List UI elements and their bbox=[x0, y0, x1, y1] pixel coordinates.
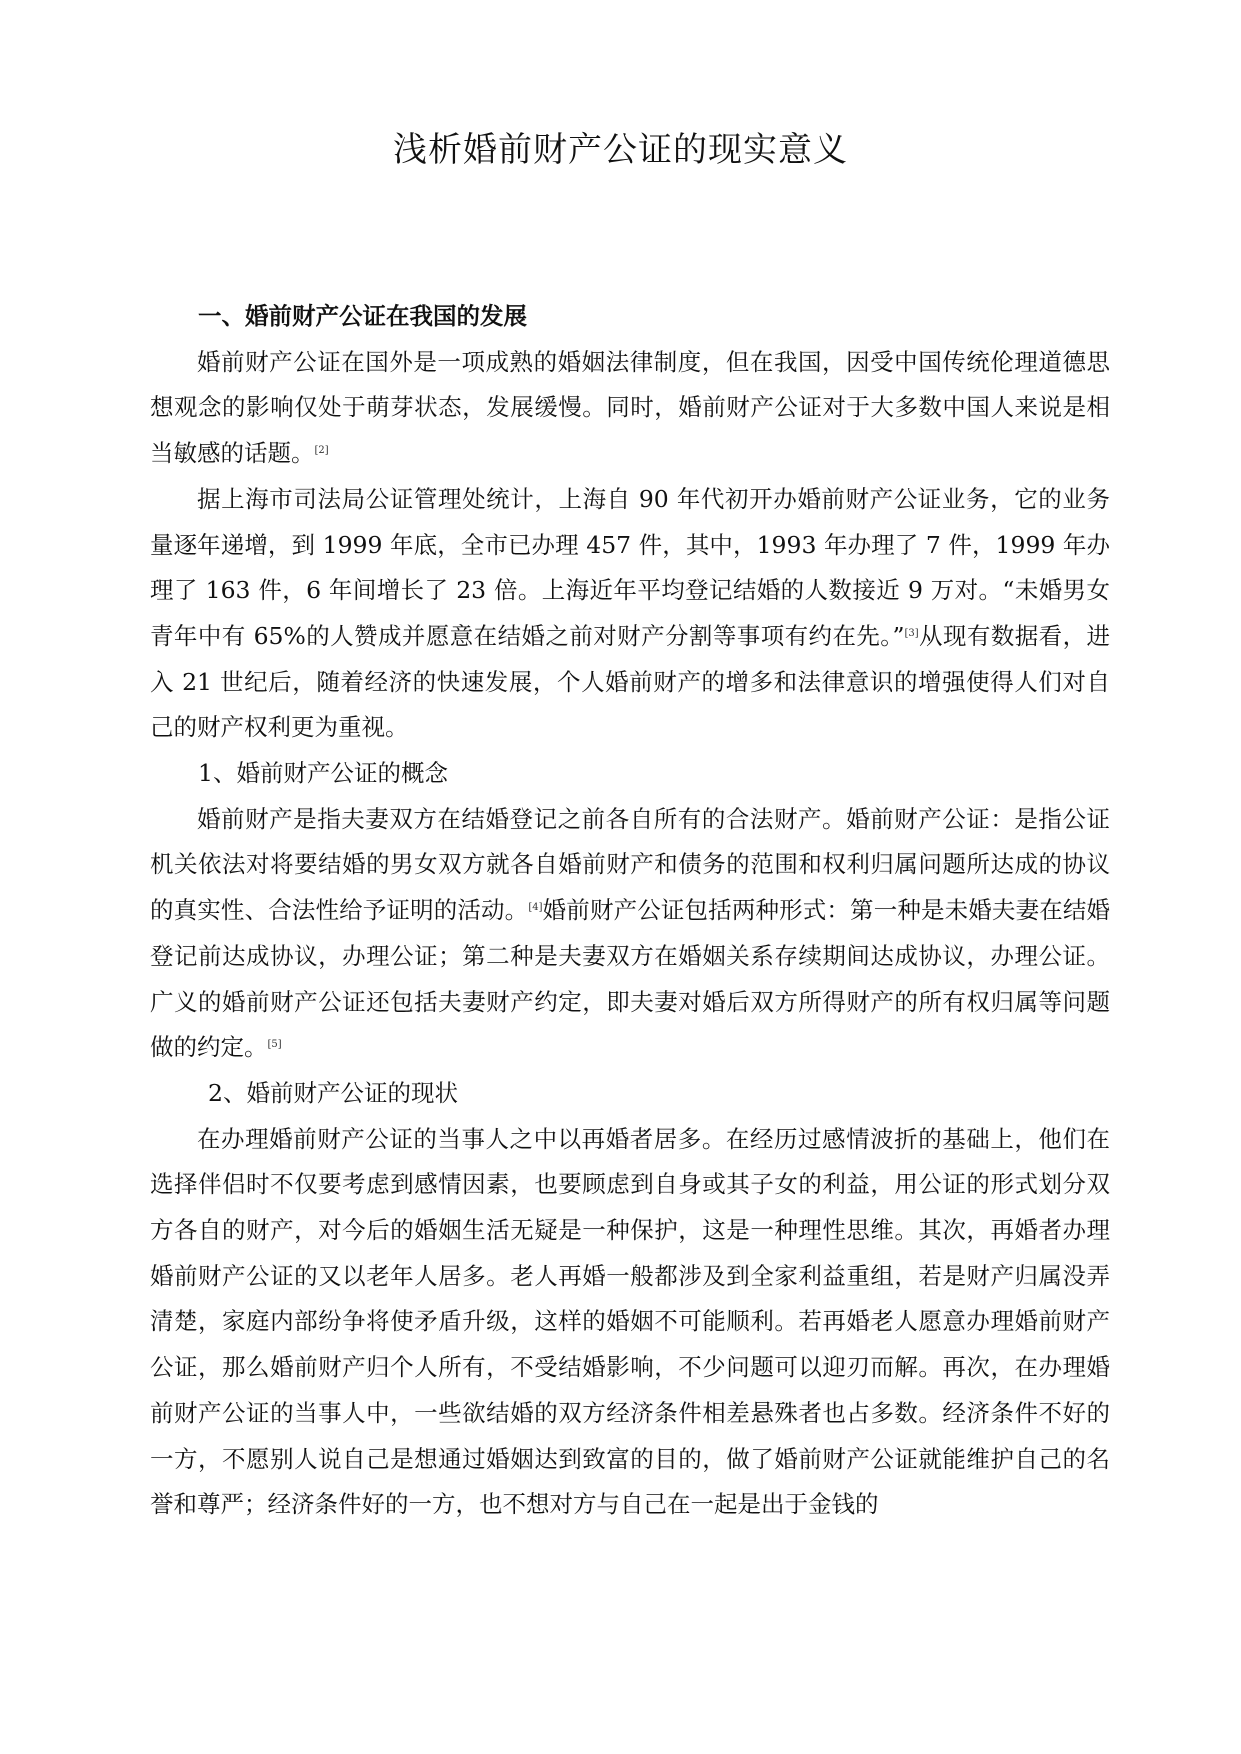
citation-ref: [5] bbox=[267, 1039, 282, 1051]
paragraph-text: 婚前财产公证包括两种形式：第一种是未婚夫妻在结婚登记前达成协议，办理公证；第二种是夫妻双方在婚姻关系存续期间达成协议，办理公证。广义的婚前财产公证还包括夫妻财产约定，即夫妻对婚后双方所得财产的所有权归属等问题做的约定。 bbox=[150, 896, 1111, 1062]
paragraph-text: 在办理婚前财产公证的当事人之中以再婚者居多。在经历过感情波折的基础上，他们在选择伴侣时不仅要考虑到感情因素，也要顾虑到自身或其子女的利益，用公证的形式划分双方各自的财产，对今后的婚姻生活无疑是一种保护，这是一种理性思维。其次，再婚者办理婚前财产公证的又以老年人居多。老人再婚一般都涉及到全家利益重组，若是财产归属没弄清楚，家庭内部纷争将使矛盾升级，这样的婚姻不可能顺利。若再婚老人愿意办理婚前财产公证，那么婚前财产归个人所有，不受结婚影响，不少问题可以迎刃而解。再次，在办理婚前财产公证的当事人中，一些欲结婚的双方经济条件相差悬殊者也占多数。经济条件不好的一方，不愿别人说自己是想通过婚姻达到致富的目的，做了婚前财产公证就能维护自己的名誉和尊严；经济条件好的一方，也不想对方与自己在一起是出于金钱的 bbox=[150, 1124, 1110, 1519]
subsection-heading: 2、婚前财产公证的现状 bbox=[208, 1078, 458, 1107]
paragraph bbox=[150, 340, 1110, 477]
paragraph bbox=[150, 1117, 1110, 1528]
citation-ref: [3] bbox=[904, 627, 919, 639]
subsection-heading: 1、婚前财产公证的概念 bbox=[198, 759, 448, 788]
paragraph-text: 从现有数据看，进入 21 世纪后，随着经济的快速发展，个人婚前财产的增多和法律意识的增强使得人们对自己的财产权利更为重视。 bbox=[150, 621, 1110, 742]
section-heading: 一、婚前财产公证在我国的发展 bbox=[198, 302, 527, 330]
document-body bbox=[150, 294, 1110, 1528]
citation-ref: [2] bbox=[314, 445, 329, 457]
paragraph-text: 婚前财产公证在国外是一项成熟的婚姻法律制度，但在我国，因受中国传统伦理道德思想观念的影响仅处于萌芽状态，发展缓慢。同时，婚前财产公证对于大多数中国人来说是相当敏感的话题。 bbox=[150, 347, 1110, 468]
citation-ref: [4] bbox=[528, 902, 543, 914]
paragraph bbox=[150, 797, 1110, 1071]
paragraph bbox=[150, 477, 1110, 751]
paragraph-text: 婚前财产是指夫妻双方在结婚登记之前各自所有的合法财产。婚前财产公证：是指公证机关依法对将要结婚的男女双方就各自婚前财产和债务的范围和权利归属问题所达成的协议的真实性、合法性给予证明的活动。 bbox=[150, 804, 1110, 925]
document-title: 浅析婚前财产公证的现实意义 bbox=[393, 130, 848, 170]
paragraph-text: 据上海市司法局公证管理处统计，上海自 90 年代初开办婚前财产公证业务，它的业务量逐年递增，到 1999 年底，全市已办理 457 件，其中，1993 年办理了 7 件，1999 年办理了 163 件，6 年间增长了 23 倍。上海近年平均登记结婚的人数接近 9 万对。“未婚男女青年中有 65%的人赞成并愿意在结婚之前对财产分割等事项有约在先。” bbox=[150, 484, 1110, 650]
